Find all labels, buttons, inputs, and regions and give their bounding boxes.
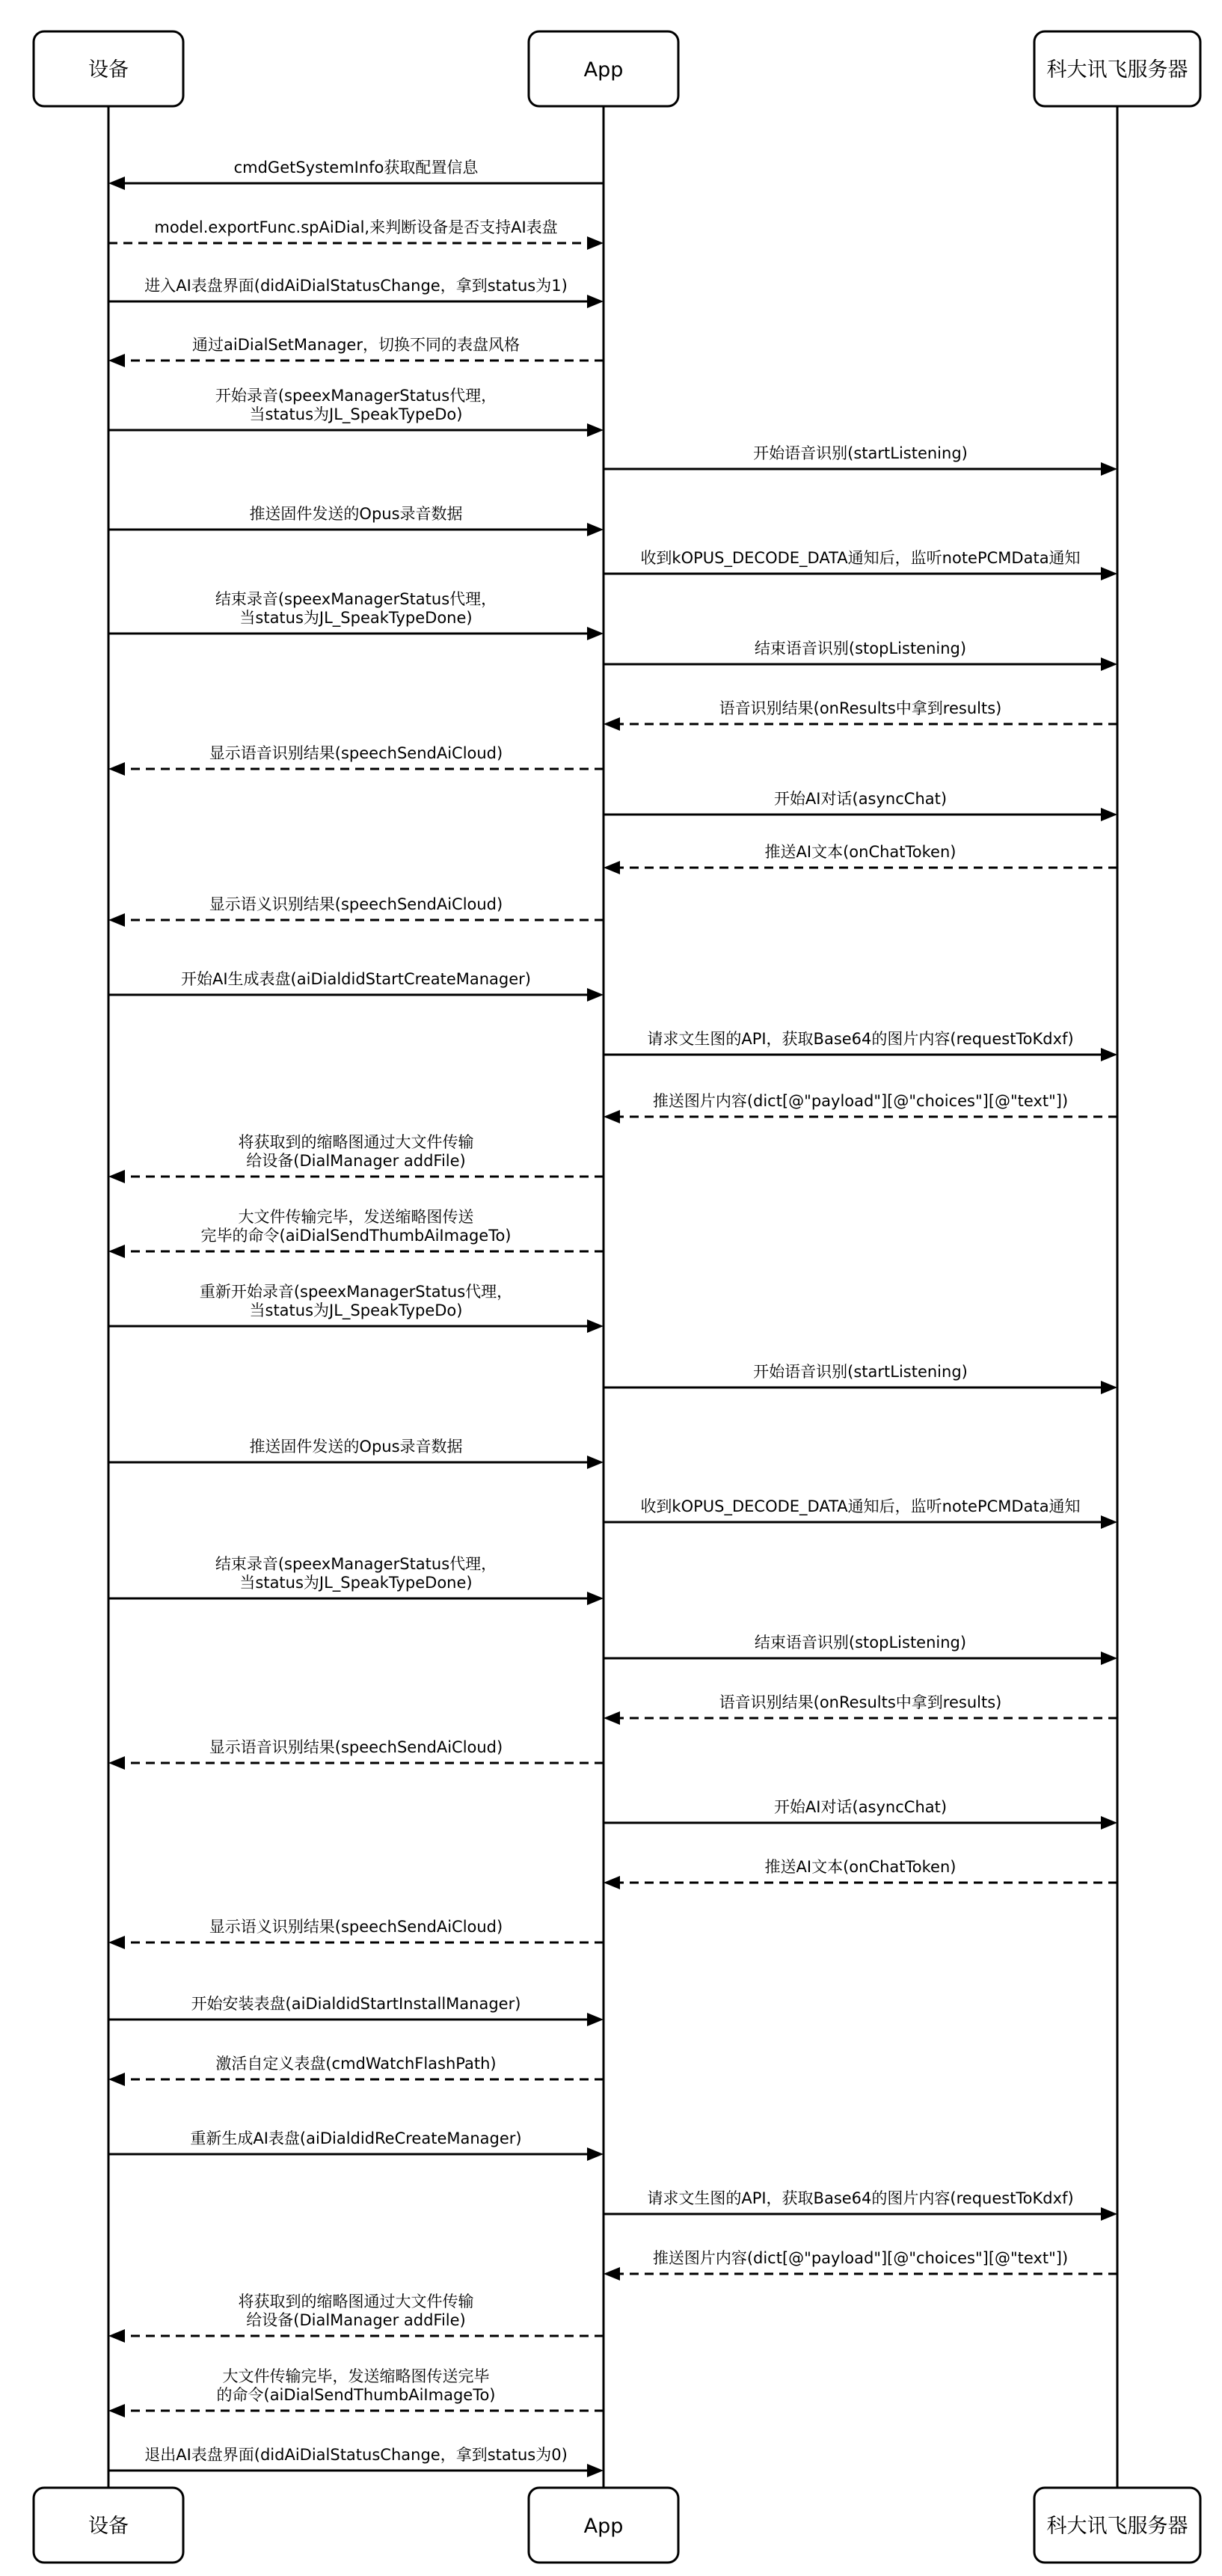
arrow-head-icon [1101, 1652, 1117, 1665]
message-label: 请求文生图的API，获取Base64的图片内容(requestToKdxf) [647, 2189, 1074, 2207]
message-label: 显示语义识别结果(speechSendAiCloud) [209, 895, 503, 913]
message-16 [108, 970, 604, 1002]
message-label: 收到kOPUS_DECODE_DATA通知后，监听notePCMData通知 [640, 1497, 1081, 1515]
message-9 [108, 590, 604, 640]
message-32 [108, 1995, 604, 2026]
message-20 [108, 1208, 604, 1258]
message-label: 推送AI文本(onChatToken) [764, 1858, 957, 1876]
message-label: model.exportFunc.spAiDial,来判断设备是否支持AI表盘 [154, 218, 558, 236]
messages [108, 159, 1117, 2477]
message-label: 完毕的命令(aiDialSendThumbAiImageTo) [200, 1227, 512, 1245]
message-4 [108, 336, 604, 367]
actor-app-bottom [529, 2488, 678, 2563]
message-24 [604, 1497, 1117, 1529]
arrow-head-icon [604, 717, 620, 731]
arrow-head-icon [108, 1756, 125, 1770]
arrow-head-icon [587, 423, 604, 437]
arrow-head-icon [587, 2464, 604, 2477]
message-label: 开始语音识别(startListening) [753, 1363, 968, 1381]
message-label: 结束录音(speexManagerStatus代理， [215, 1555, 497, 1573]
arrow-head-icon [1101, 657, 1117, 671]
arrow-head-icon [587, 1319, 604, 1333]
arrow-head-icon [587, 236, 604, 250]
message-label: 显示语义识别结果(speechSendAiCloud) [209, 1918, 503, 1936]
message-label: 给设备(DialManager addFile) [246, 1152, 466, 1170]
actor-label: 设备 [88, 58, 129, 82]
message-label: 推送固件发送的Opus录音数据 [249, 1438, 463, 1456]
arrow-head-icon [587, 2013, 604, 2026]
message-13 [604, 790, 1117, 821]
message-label: 重新开始录音(speexManagerStatus代理， [199, 1283, 513, 1301]
arrow-head-icon [1101, 2207, 1117, 2221]
message-label: 请求文生图的API，获取Base64的图片内容(requestToKdxf) [647, 1030, 1074, 1048]
actor-device-top [34, 31, 183, 106]
message-label: 退出AI表盘界面(didAiDialStatusChange，拿到status为0) [144, 2446, 568, 2464]
message-label: 将获取到的缩略图通过大文件传输 [238, 1133, 474, 1151]
message-21 [108, 1283, 604, 1333]
message-34 [108, 2129, 604, 2161]
message-35 [604, 2189, 1117, 2221]
message-label: 当status为JL_SpeakTypeDone) [239, 609, 473, 627]
message-37 [108, 2293, 604, 2343]
arrow-head-icon [108, 2404, 125, 2417]
message-2 [108, 218, 604, 250]
message-label: 开始安装表盘(aiDialdidStartInstallManager) [191, 1995, 521, 2013]
arrow-head-icon [587, 1592, 604, 1605]
actor-server-top [1034, 31, 1200, 106]
arrow-head-icon [604, 1876, 620, 1889]
message-label: 当status为JL_SpeakTypeDo) [249, 405, 463, 423]
message-26 [604, 1634, 1117, 1665]
arrow-head-icon [108, 1936, 125, 1949]
message-label: 推送图片内容(dict[@"payload"][@"choices"][@"text"]) [652, 1092, 1069, 1110]
message-33 [108, 2055, 604, 2086]
message-14 [604, 843, 1117, 874]
actor-label: 设备 [88, 2515, 129, 2538]
message-23 [108, 1438, 604, 1469]
message-label: 开始录音(speexManagerStatus代理， [215, 387, 497, 405]
message-8 [604, 549, 1117, 580]
actors-bottom [34, 2488, 1200, 2563]
message-39 [108, 2446, 604, 2477]
message-label: 进入AI表盘界面(didAiDialStatusChange，拿到status为1) [144, 277, 568, 295]
message-label: 开始AI对话(asyncChat) [773, 1798, 948, 1816]
message-label: 结束语音识别(stopListening) [754, 1634, 967, 1652]
message-label: cmdGetSystemInfo获取配置信息 [233, 159, 479, 177]
arrow-head-icon [1101, 1816, 1117, 1830]
message-label: 显示语音识别结果(speechSendAiCloud) [209, 1738, 503, 1756]
arrow-head-icon [587, 627, 604, 640]
arrow-head-icon [604, 1711, 620, 1725]
arrow-head-icon [108, 1170, 125, 1183]
message-label: 显示语音识别结果(speechSendAiCloud) [209, 744, 503, 762]
message-38 [108, 2367, 604, 2417]
message-5 [108, 387, 604, 437]
message-label: 开始AI对话(asyncChat) [773, 790, 948, 808]
message-label: 重新生成AI表盘(aiDialdidReCreateManager) [190, 2129, 522, 2147]
arrow-head-icon [1101, 1381, 1117, 1394]
actors-top [34, 31, 1200, 106]
message-29 [604, 1798, 1117, 1830]
arrow-head-icon [604, 2267, 620, 2281]
message-6 [604, 444, 1117, 476]
arrow-head-icon [604, 1110, 620, 1123]
arrow-head-icon [108, 2329, 125, 2343]
message-25 [108, 1555, 604, 1605]
message-10 [604, 640, 1117, 671]
message-label: 给设备(DialManager addFile) [246, 2311, 466, 2329]
message-label: 推送图片内容(dict[@"payload"][@"choices"][@"text"]) [652, 2249, 1069, 2267]
arrow-head-icon [1101, 567, 1117, 580]
message-label: 当status为JL_SpeakTypeDone) [239, 1574, 473, 1592]
message-36 [604, 2249, 1117, 2281]
message-27 [604, 1693, 1117, 1725]
actor-device-bottom [34, 2488, 183, 2563]
message-label: 结束录音(speexManagerStatus代理， [215, 590, 497, 608]
arrow-head-icon [108, 2073, 125, 2086]
message-label: 推送AI文本(onChatToken) [764, 843, 957, 861]
message-22 [604, 1363, 1117, 1394]
message-1 [108, 159, 604, 190]
arrow-head-icon [587, 988, 604, 1002]
message-label: 语音识别结果(onResults中拿到results) [719, 699, 1002, 717]
message-17 [604, 1030, 1117, 1061]
message-label: 激活自定义表盘(cmdWatchFlashPath) [215, 2055, 497, 2073]
message-label: 收到kOPUS_DECODE_DATA通知后，监听notePCMData通知 [640, 549, 1081, 567]
message-label: 语音识别结果(onResults中拿到results) [719, 1693, 1002, 1711]
arrow-head-icon [108, 354, 125, 367]
message-15 [108, 895, 604, 927]
arrow-head-icon [1101, 808, 1117, 821]
message-7 [108, 505, 604, 536]
message-label: 开始语音识别(startListening) [753, 444, 968, 462]
message-19 [108, 1133, 604, 1183]
message-label: 的命令(aiDialSendThumbAiImageTo) [216, 2386, 496, 2404]
message-11 [604, 699, 1117, 731]
actor-label: App [583, 2515, 624, 2538]
arrow-head-icon [587, 523, 604, 536]
message-31 [108, 1918, 604, 1949]
message-12 [108, 744, 604, 776]
message-label: 推送固件发送的Opus录音数据 [249, 505, 463, 523]
message-label: 将获取到的缩略图通过大文件传输 [238, 2293, 474, 2310]
message-30 [604, 1858, 1117, 1889]
arrow-head-icon [108, 177, 125, 190]
arrow-head-icon [108, 1245, 125, 1258]
actor-app-top [529, 31, 678, 106]
arrow-head-icon [1101, 462, 1117, 476]
message-3 [108, 277, 604, 308]
message-label: 通过aiDialSetManager，切换不同的表盘风格 [192, 336, 520, 354]
message-label: 大文件传输完毕，发送缩略图传送完毕 [222, 2367, 490, 2385]
arrow-head-icon [587, 295, 604, 308]
arrow-head-icon [108, 913, 125, 927]
actor-server-bottom [1034, 2488, 1200, 2563]
arrow-head-icon [1101, 1515, 1117, 1529]
message-18 [604, 1092, 1117, 1123]
arrow-head-icon [604, 861, 620, 874]
message-label: 开始AI生成表盘(aiDialdidStartCreateManager) [181, 970, 531, 988]
actor-label: App [583, 58, 624, 82]
actor-label: 科大讯飞服务器 [1046, 58, 1188, 82]
message-label: 结束语音识别(stopListening) [754, 640, 967, 657]
arrow-head-icon [587, 2147, 604, 2161]
arrow-head-icon [587, 1456, 604, 1469]
arrow-head-icon [1101, 1048, 1117, 1061]
arrow-head-icon [108, 762, 125, 776]
message-28 [108, 1738, 604, 1770]
actor-label: 科大讯飞服务器 [1046, 2515, 1188, 2538]
message-label: 当status为JL_SpeakTypeDo) [249, 1301, 463, 1319]
message-label: 大文件传输完毕，发送缩略图传送 [238, 1208, 474, 1226]
